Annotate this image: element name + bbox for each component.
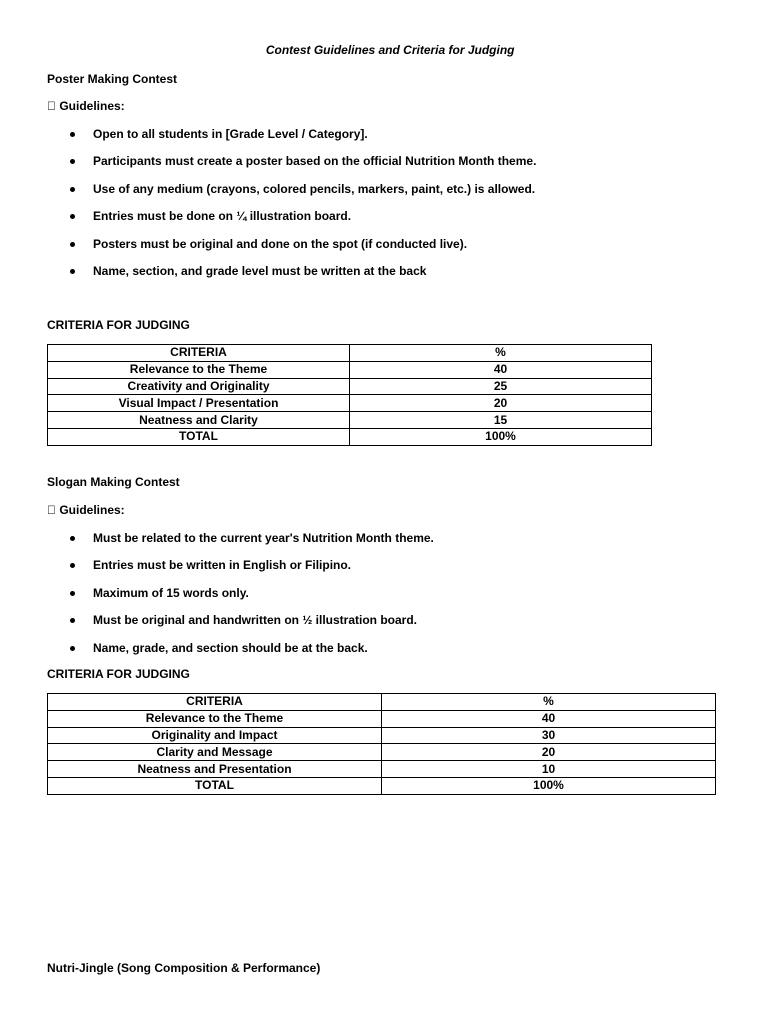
list-item [47, 181, 536, 208]
table-cell-criteria: Creativity and Originality [48, 378, 350, 395]
table-row [48, 412, 652, 429]
table-cell-percent: 10 [382, 761, 716, 778]
table-header-criteria: CRITERIA [48, 345, 350, 362]
list-item [47, 530, 434, 557]
list-item [47, 263, 536, 290]
table-header-percent: % [382, 694, 716, 711]
slogan-criteria-heading: CRITERIA FOR JUDGING [47, 667, 190, 681]
guideline-text: Name, section, and grade level must be written at the back [93, 263, 427, 278]
table-cell-percent: 25 [350, 378, 652, 395]
document-title:   Contest Guidelines and Criteria for Judging [253, 43, 515, 57]
table-cell-criteria: Clarity and Message [48, 744, 382, 761]
list-item [47, 126, 536, 153]
bullet-icon [70, 269, 75, 274]
table-header-row [48, 345, 652, 362]
bullet-icon [70, 159, 75, 164]
table-cell-percent: 30 [382, 727, 716, 744]
table-row [48, 710, 716, 727]
list-item [47, 236, 536, 263]
table-row-total [48, 428, 652, 445]
table-cell-criteria: Neatness and Clarity [48, 412, 350, 429]
slogan-guidelines-label:   Guidelines: [47, 503, 125, 517]
table-cell-criteria: Relevance to the Theme [48, 710, 382, 727]
slogan-contest-heading: Slogan Making Contest [47, 475, 180, 489]
table-cell-criteria: Visual Impact / Presentation [48, 395, 350, 412]
table-row [48, 395, 652, 412]
table-row [48, 761, 716, 778]
bullet-icon [70, 563, 75, 568]
guideline-text: Open to all students in [Grade Level / Category]. [93, 127, 368, 141]
list-item [47, 640, 434, 667]
table-header-criteria: CRITERIA [48, 694, 382, 711]
table-row [48, 727, 716, 744]
nutri-jingle-heading: Nutri-Jingle (Song Composition & Performance) [47, 961, 321, 975]
poster-contest-heading: Poster Making Contest [47, 72, 178, 86]
table-cell-percent: 15 [350, 412, 652, 429]
list-item [47, 585, 434, 612]
guideline-text: Entries must be written in English or Filipino. [93, 558, 352, 573]
bullet-icon [70, 646, 75, 651]
guideline-text: Entries must be done on ¼ illustration board. [93, 209, 352, 224]
guideline-text: Maximum of 15 words only. [93, 585, 249, 600]
guideline-text: Name, grade, and section should be at the back. [93, 640, 368, 655]
guideline-text: Posters must be original and done on the spot (if conducted live). [93, 236, 468, 251]
list-item [47, 153, 536, 180]
table-cell-criteria: Neatness and Presentation [48, 761, 382, 778]
table-cell-percent: 100% [382, 777, 716, 794]
table-cell-percent: 20 [382, 744, 716, 761]
poster-guidelines-list [47, 126, 536, 290]
bullet-icon [70, 536, 75, 541]
table-cell-criteria: Relevance to the Theme [48, 361, 350, 378]
table-cell-criteria: TOTAL [48, 428, 350, 445]
table-row [48, 378, 652, 395]
table-row [48, 361, 652, 378]
poster-criteria-heading: CRITERIA FOR JUDGING [47, 318, 190, 332]
guideline-text: Participants must create a poster based on the official Nutrition Month theme. [93, 154, 537, 169]
list-item [47, 208, 536, 235]
table-cell-percent: 100% [350, 428, 652, 445]
table-cell-percent: 40 [382, 710, 716, 727]
list-item [47, 557, 434, 584]
table-cell-criteria: TOTAL [48, 777, 382, 794]
poster-guidelines-label:   Guidelines: [47, 99, 125, 113]
bullet-icon [70, 618, 75, 623]
guideline-text: Must be related to the current year's Nutrition Month theme. [93, 531, 434, 545]
slogan-guidelines-list [47, 530, 434, 667]
bullet-icon [70, 187, 75, 192]
table-row-total [48, 777, 716, 794]
guideline-text: Use of any medium (crayons, colored pencils, markers, paint, etc.) is allowed. [93, 181, 536, 196]
slogan-criteria-table [47, 693, 716, 795]
bullet-icon [70, 214, 75, 219]
table-cell-percent: 20 [350, 395, 652, 412]
table-cell-criteria: Originality and Impact [48, 727, 382, 744]
table-row [48, 744, 716, 761]
list-item [47, 612, 434, 639]
table-cell-percent: 40 [350, 361, 652, 378]
table-header-row [48, 694, 716, 711]
guideline-text: Must be original and handwritten on ½ illustration board. [93, 613, 418, 628]
bullet-icon [70, 591, 75, 596]
table-header-percent: % [350, 345, 652, 362]
bullet-icon [70, 132, 75, 137]
poster-criteria-table [47, 344, 652, 446]
bullet-icon [70, 242, 75, 247]
